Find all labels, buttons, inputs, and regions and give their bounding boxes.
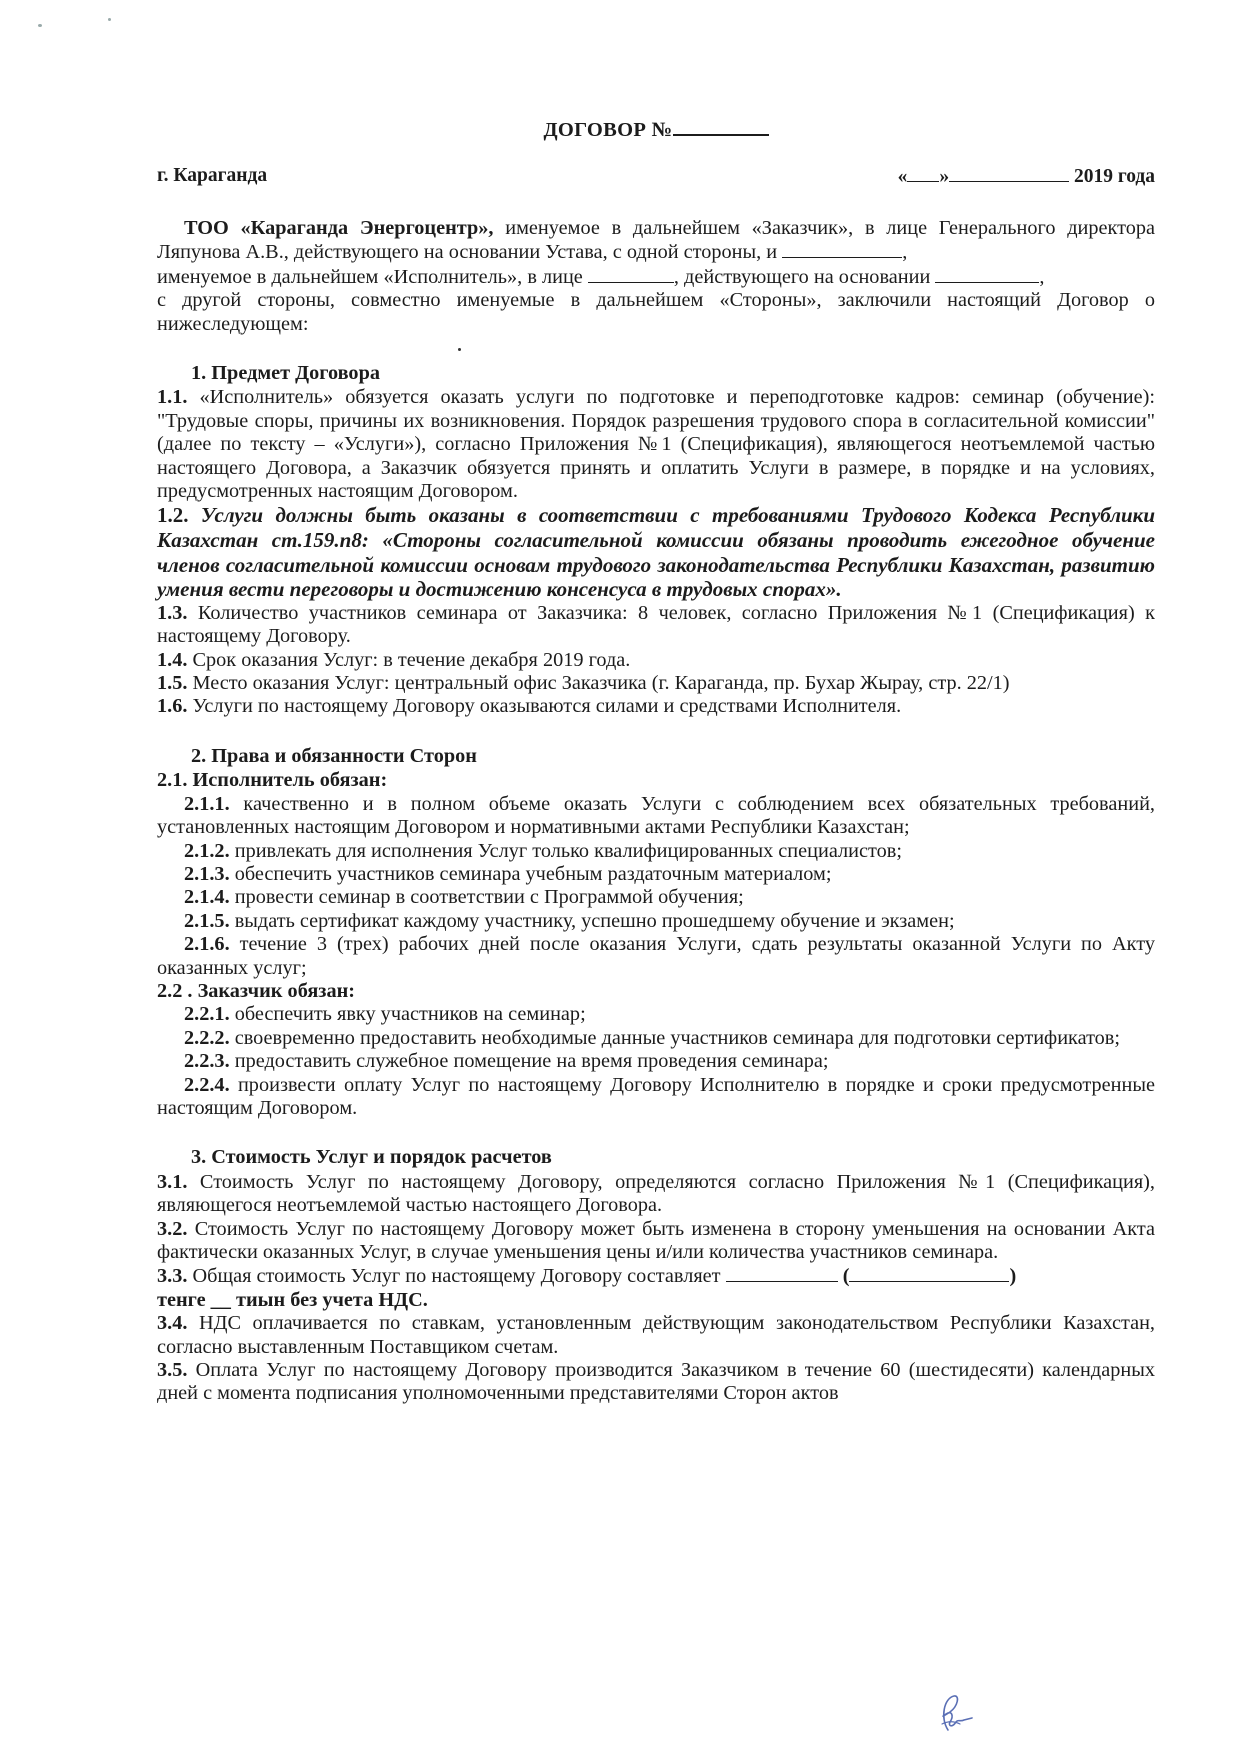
city: г. Караганда [157,165,268,186]
clause-3-5: 3.5. Оплата Услуг по настоящему Договору производится Заказчиком в течение 60 (шестидесяти) календарных дней с момента подписания уполномоченными представителями Сторон актов [157,1359,1155,1405]
initials-signature-icon [920,1688,980,1738]
clause-1-5: 1.5. Место оказания Услуг: центральный офис Заказчика (г. Караганда, пр. Бухар Жырау, стр. 22/1) [157,672,1010,695]
total-amount-blank [726,1264,838,1282]
preamble: ТОО «Караганда Энергоцентр», именуемое в дальнейшем «Заказчик», в лице Генерального директора Ляпунова А.В., действующего на основании Устава, с одной стороны, и , именуемое в дальнейшем «Исполнитель», в лице , действующего на основании , с другой стороны, совместно именуемые в дальнейшем «Стороны», заключили настоящий Договор о нижеследующем: [157,217,1155,335]
section-1-heading: 1. Предмет Договора [191,362,380,385]
scan-speck [458,348,461,351]
executor-blank [782,240,902,258]
representative-blank [588,265,674,283]
contract-body [157,217,1155,1406]
page-title: ДОГОВОР № [157,116,1155,142]
clause-2-2-1: 2.2.1. обеспечить явку участников на семинар; [184,1003,586,1026]
clause-2-1-1: 2.1.1. качественно и в полном объеме оказать Услуги с соблюдением всех обязательных требований, установленных настоящим Договором и нормативными актами Республики Казахстан; [157,792,1155,839]
clause-3-1: 3.1. Стоимость Услуг по настоящему Договору, определяются согласно Приложения №1 (Спецификация), являющегося неотъемлемой частью настоящего Договора. [157,1170,1155,1217]
city-date-line [157,164,1155,187]
scan-speck [108,18,111,21]
basis-blank [935,265,1039,283]
clause-3-4: 3.4. НДС оплачивается по ставкам, установленным действующим законодательством Республики Казахстан, согласно выставленным Поставщиком счетам. [157,1312,1155,1358]
clause-3-3: 3.3. Общая стоимость Услуг по настоящему Договору составляет ( ) тенге __ тиын без учета НДС. [157,1265,1017,1311]
amount-in-words-blank [849,1264,1009,1282]
clause-2-1-3: 2.1.3. обеспечить участников семинара учебным раздаточным материалом; [184,862,832,885]
clause-1-3: 1.3. Количество участников семинара от Заказчика: 8 человек, согласно Приложения №1 (Спецификация) к настоящему Договору. [157,601,1155,648]
section-2-heading: 2. Права и обязанности Сторон [191,744,477,767]
clause-1-6: 1.6. Услуги по настоящему Договору оказываются силами и средствами Исполнителя. [157,695,902,718]
clause-2-2-3: 2.2.3. предоставить служебное помещение на время проведения семинара; [184,1050,829,1073]
section-3-heading: 3. Стоимость Услуг и порядок расчетов [191,1146,552,1169]
clause-2-1-6: 2.1.6. течение 3 (трех) рабочих дней после оказания Услуги, сдать результаты оказанной Услуги по Акту оказанных услуг; [157,933,1155,979]
clause-2-2-4: 2.2.4. произвести оплату Услуг по настоящему Договору Исполнителю в порядке и сроки предусмотренные настоящим Договором. [157,1073,1155,1119]
day-blank [907,164,939,182]
contract-number-blank [673,116,769,136]
contract-date: « » 2019 года [897,166,1155,187]
clause-1-1: 1.1. «Исполнитель» обязуется оказать услуги по подготовке и переподготовке кадров: семинар (обучение): "Трудовые споры, причины их возникновения. Порядок разрешения трудового спора в согласительной комиссии" (далее по тексту – «Услуги»), согласно Приложения №1 (Спецификация), являющегося неотъемлемой частью настоящего Договора, а Заказчик обязуется принять и оплатить Услуги в размере, в порядке и на условиях, предусмотренных настоящим Договором. [157,386,1155,503]
clause-2-1-4: 2.1.4. провести семинар в соответствии с Программой обучения; [184,886,744,909]
clause-3-2: 3.2. Стоимость Услуг по настоящему Договору может быть изменена в сторону уменьшения на основании Акта фактически оказанных Услуг, в случае уменьшения цены и/или количества участников семинара. [157,1217,1155,1263]
clause-1-2: 1.2. Услуги должны быть оказаны в соответствии с требованиями Трудового Кодекса Республики Казахстан ст.159.п8: «Стороны согласительной комиссии обязаны проводить ежегодное обучение членов согласительной комиссии основам трудового законодательства Республики Казахстан, развитию умения вести переговоры и достижению консенсуса в трудовых спорах». [157,503,1155,602]
subsection-2-1-heading: 2.1. Исполнитель обязан: [157,769,388,792]
subsection-2-2-heading: 2.2 . Заказчик обязан: [157,979,356,1002]
clause-2-1-2: 2.1.2. привлекать для исполнения Услуг только квалифицированных специалистов; [184,839,902,862]
clause-2-2-2: 2.2.2. своевременно предоставить необходимые данные участников семинара для подготовки сертификатов; [184,1026,1121,1049]
scan-speck [38,24,42,27]
clause-2-1-5: 2.1.5. выдать сертификат каждому участнику, успешно прошедшему обучение и экзамен; [184,909,955,932]
month-blank [949,164,1069,182]
clause-1-4: 1.4. Срок оказания Услуг: в течение декабря 2019 года. [157,648,631,671]
